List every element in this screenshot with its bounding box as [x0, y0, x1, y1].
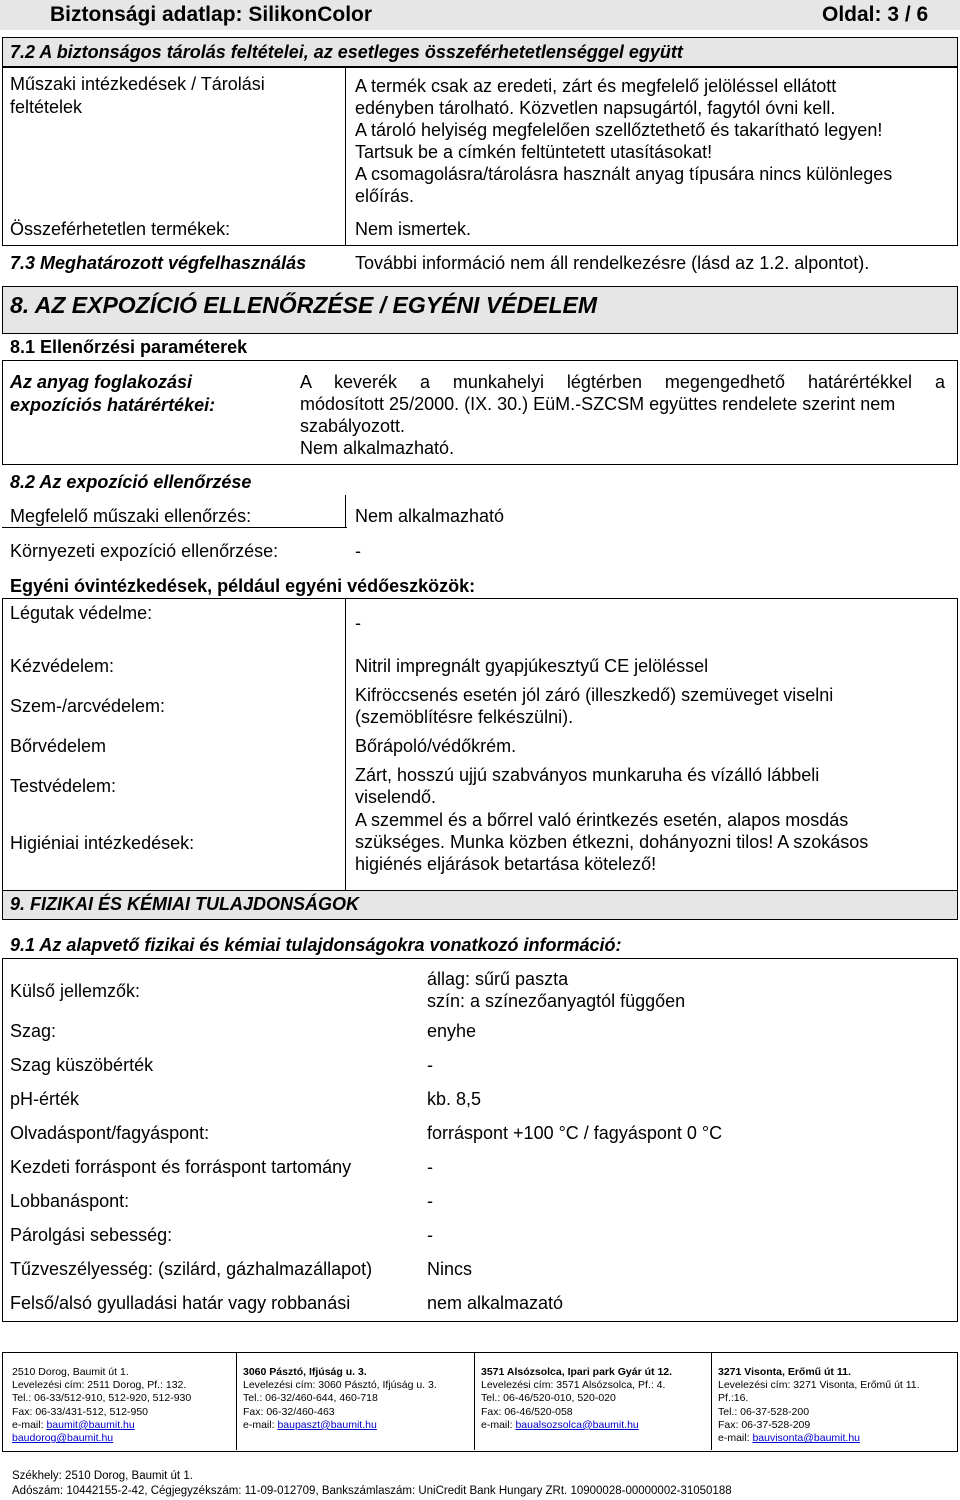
section-9-1-title: 9.1 Az alapvető fizikai és kémiai tulajdonságokra vonatkozó információ: [10, 935, 622, 955]
storage-line: előírás. [355, 186, 415, 206]
tech-divider [345, 495, 346, 527]
footer-address: 3571 Alsózsolca, Ipari park Gyár út 12. [481, 1366, 673, 1378]
footer-col-visonta [718, 1366, 954, 1445]
appearance-line: állag: sűrű paszta [427, 969, 569, 989]
evaporation-rate-value: - [427, 1225, 433, 1245]
body-line: viselendő. [355, 787, 437, 807]
document-title: Biztonsági adatlap: SilikonColor [50, 3, 373, 26]
page-number: Oldal: 3 / 6 [822, 3, 929, 26]
table-divider [345, 66, 346, 245]
storage-line: edényben tárolható. Közvetlen napsugártól, fagytól óvni kell. [355, 98, 836, 118]
hygiene-line: higiénés eljárások betartása kötelező! [355, 854, 657, 874]
hand-value: Nitril impregnált gyapjúkesztyű CE jelöléssel [355, 656, 709, 676]
footer-line: Fax: 06-32/460-463 [243, 1405, 335, 1418]
footer-seat: Székhely: 2510 Dorog, Baumit út 1. [12, 1470, 193, 1482]
appearance-value [427, 968, 685, 1012]
tech-control-value: Nem alkalmazható [355, 506, 505, 526]
boiling-point-label: Kezdeti forráspont és forráspont tartomány [10, 1157, 352, 1177]
limits-line: módosított 25/2000. (IX. 30.) EüM.-SZCSM együttes rendelete szerint nem [300, 394, 896, 414]
limits-label-line2: expozíciós határértékei: [10, 395, 216, 415]
footer-email-row [12, 1419, 234, 1432]
skin-label: Bőrvédelem [10, 736, 107, 756]
footer-email-row [718, 1432, 954, 1445]
explosive-limits-label: Felső/alsó gyulladási határ vagy robbanási [10, 1293, 351, 1313]
hygiene-value [355, 809, 868, 875]
flammability-value: Nincs [427, 1259, 473, 1279]
hygiene-line: A szemmel és a bőrrel való érintkezés esetén, alapos mosdás [355, 810, 849, 830]
flash-point-label: Lobbanáspont: [10, 1191, 130, 1211]
skin-value: Bőrápoló/védőkrém. [355, 736, 517, 756]
flammability-label: Tűzveszélyesség: (szilárd, gázhalmazállapot) [10, 1259, 373, 1279]
email-link[interactable]: bauvisonta@baumit.hu [752, 1432, 860, 1445]
respiratory-value: - [355, 613, 361, 633]
footer-line: Tel.: 06-37-528-200 [718, 1405, 810, 1418]
storage-label-line1: Műszaki intézkedések / Tárolási [10, 74, 265, 94]
footer-line: Fax: 06-33/431-512, 512-950 [12, 1405, 149, 1418]
footer-line: Levelezési cím: 3060 Pásztó, Ifjúság u. 3. [243, 1379, 437, 1392]
body-value [355, 764, 819, 808]
tech-rule [2, 527, 347, 528]
ph-value: kb. 8,5 [427, 1089, 482, 1109]
limits-text [300, 371, 945, 459]
ppe-divider [345, 598, 346, 890]
footer-line: Tel.: 06-32/460-644, 460-718 [243, 1392, 378, 1405]
email-link[interactable]: baudorog@baumit.hu [12, 1432, 114, 1445]
hand-label: Kézvédelem: [10, 656, 115, 676]
footer-email-row [243, 1419, 471, 1432]
eye-value [355, 684, 833, 728]
email-prefix: e-mail: [718, 1432, 753, 1445]
hygiene-line: szükséges. Munka közben étkezni, dohányozni tilos! A szokásos [355, 832, 869, 852]
incompatible-label: Összeférhetetlen termékek: [10, 219, 231, 239]
footer-divider [711, 1352, 712, 1450]
footer-divider [236, 1352, 237, 1450]
tech-control-label: Megfelelő műszaki ellenőrzés: [10, 506, 252, 526]
footer-line: Pf.:16. [718, 1392, 749, 1405]
footer-address: 3271 Visonta, Erőmű út 11. [718, 1366, 851, 1378]
eye-line: Kifröccsenés esetén jól záró (illeszkedő) szemüveget viselni [355, 685, 834, 705]
melting-point-value: forráspont +100 °C / fagyáspont 0 °C [427, 1123, 723, 1143]
odour-threshold-value: - [427, 1055, 433, 1075]
storage-line: A termék csak az eredeti, zárt és megfelelő jelöléssel ellátott [355, 76, 837, 96]
storage-line: A csomagolásra/tárolásra használt anyag típusára nincs különleges [355, 164, 893, 184]
storage-text [355, 75, 892, 207]
flash-point-value: - [427, 1191, 433, 1211]
footer-address: 2510 Dorog, Baumit út 1. [12, 1366, 129, 1378]
odour-threshold-label: Szag küszöbérték [10, 1055, 154, 1075]
limits-line: A keverék a munkahelyi légtérben megengedhető határértékkel a [300, 372, 945, 392]
footer-line: Levelezési cím: 3571 Alsózsolca, Pf.: 4. [481, 1379, 666, 1392]
eye-line: (szemöblítésre felkészülni). [355, 707, 574, 727]
storage-line: Tartsuk be a címkén feltüntetett utasításokat! [355, 142, 713, 162]
email-prefix: e-mail: [481, 1418, 516, 1431]
footer-line: Fax: 06-46/520-058 [481, 1405, 573, 1418]
end-use-value: További információ nem áll rendelkezésre (lásd az 1.2. alpontot). [355, 253, 870, 273]
footer-address: 3060 Pásztó, Ifjúság u. 3. [243, 1366, 367, 1378]
hygiene-label: Higiéniai intézkedések: [10, 833, 195, 853]
body-line: Zárt, hosszú ujjú szabványos munkaruha és vízálló lábbeli [355, 765, 820, 785]
eye-label: Szem-/arcvédelem: [10, 696, 166, 716]
limits-line: Nem alkalmazható. [300, 438, 455, 458]
footer-col-paszto [243, 1366, 471, 1432]
footer-tax: Adószám: 10442155-2-42, Cégjegyzékszám: 11-09-012709, Bankszámlaszám: UniCredit Bank Hungary ZRt. 10900028-00000002-31050188 [12, 1485, 732, 1497]
env-control-label: Környezeti expozíció ellenőrzése: [10, 541, 279, 561]
email-link[interactable]: baualsozsolca@baumit.hu [515, 1418, 639, 1431]
ppe-title: Egyéni óvintézkedések, például egyéni védőeszközök: [10, 576, 476, 596]
appearance-line: szín: a színezőanyagtól függően [427, 991, 686, 1011]
footer-col-dorog [12, 1366, 234, 1445]
footer-line: Tel.: 06-33/512-910, 512-920, 512-930 [12, 1392, 192, 1405]
env-control-value: - [355, 541, 361, 561]
section-8-title: 8. AZ EXPOZÍCIÓ ELLENŐRZÉSE / EGYÉNI VÉDELEM [10, 292, 598, 318]
email-link[interactable]: baumit@baumit.hu [46, 1418, 135, 1431]
melting-point-label: Olvadáspont/fagyáspont: [10, 1123, 210, 1143]
footer-email-row [481, 1419, 709, 1432]
section-8-2-title: 8.2 Az expozíció ellenőrzése [10, 472, 252, 492]
footer-line: Levelezési cím: 3271 Visonta, Erőmű út 11. [718, 1379, 920, 1392]
respiratory-label: Légutak védelme: [10, 603, 153, 623]
appearance-label: Külső jellemzők: [10, 981, 141, 1001]
storage-line: A tároló helyiség megfelelően szellőztethető és takarítható legyen! [355, 120, 883, 140]
boiling-point-value: - [427, 1157, 433, 1177]
incompatible-value: Nem ismertek. [355, 219, 472, 239]
email-link[interactable]: baupaszt@baumit.hu [277, 1418, 377, 1431]
email-prefix: e-mail: [243, 1418, 278, 1431]
footer-line: Tel.: 06-46/520-010, 520-020 [481, 1392, 616, 1405]
odour-label: Szag: [10, 1021, 57, 1041]
footer-line: Levelezési cím: 2511 Dorog, Pf.: 132. [12, 1379, 187, 1392]
storage-label-line2: feltételek [10, 97, 83, 117]
footer-divider [474, 1352, 475, 1450]
email-prefix: e-mail: [12, 1418, 47, 1431]
evaporation-rate-label: Párolgási sebesség: [10, 1225, 173, 1245]
ph-label: pH-érték [10, 1089, 80, 1109]
odour-value: enyhe [427, 1021, 477, 1041]
limits-line: szabályozott. [300, 416, 406, 436]
section-7-2-title: 7.2 A biztonságos tárolás feltételei, az esetleges összeférhetetlenséggel együtt [10, 42, 683, 62]
limits-label-line1: Az anyag foglakozási [10, 372, 193, 392]
section-9-title: 9. FIZIKAI ÉS KÉMIAI TULAJDONSÁGOK [10, 894, 360, 914]
footer-line: Fax: 06-37-528-209 [718, 1418, 811, 1431]
explosive-limits-value: nem alkalmazató [427, 1293, 564, 1313]
section-8-1-title: 8.1 Ellenőrzési paraméterek [10, 337, 248, 357]
body-label: Testvédelem: [10, 776, 117, 796]
end-use-label: 7.3 Meghatározott végfelhasználás [10, 253, 307, 273]
footer-col-alsozsolca [481, 1366, 709, 1432]
